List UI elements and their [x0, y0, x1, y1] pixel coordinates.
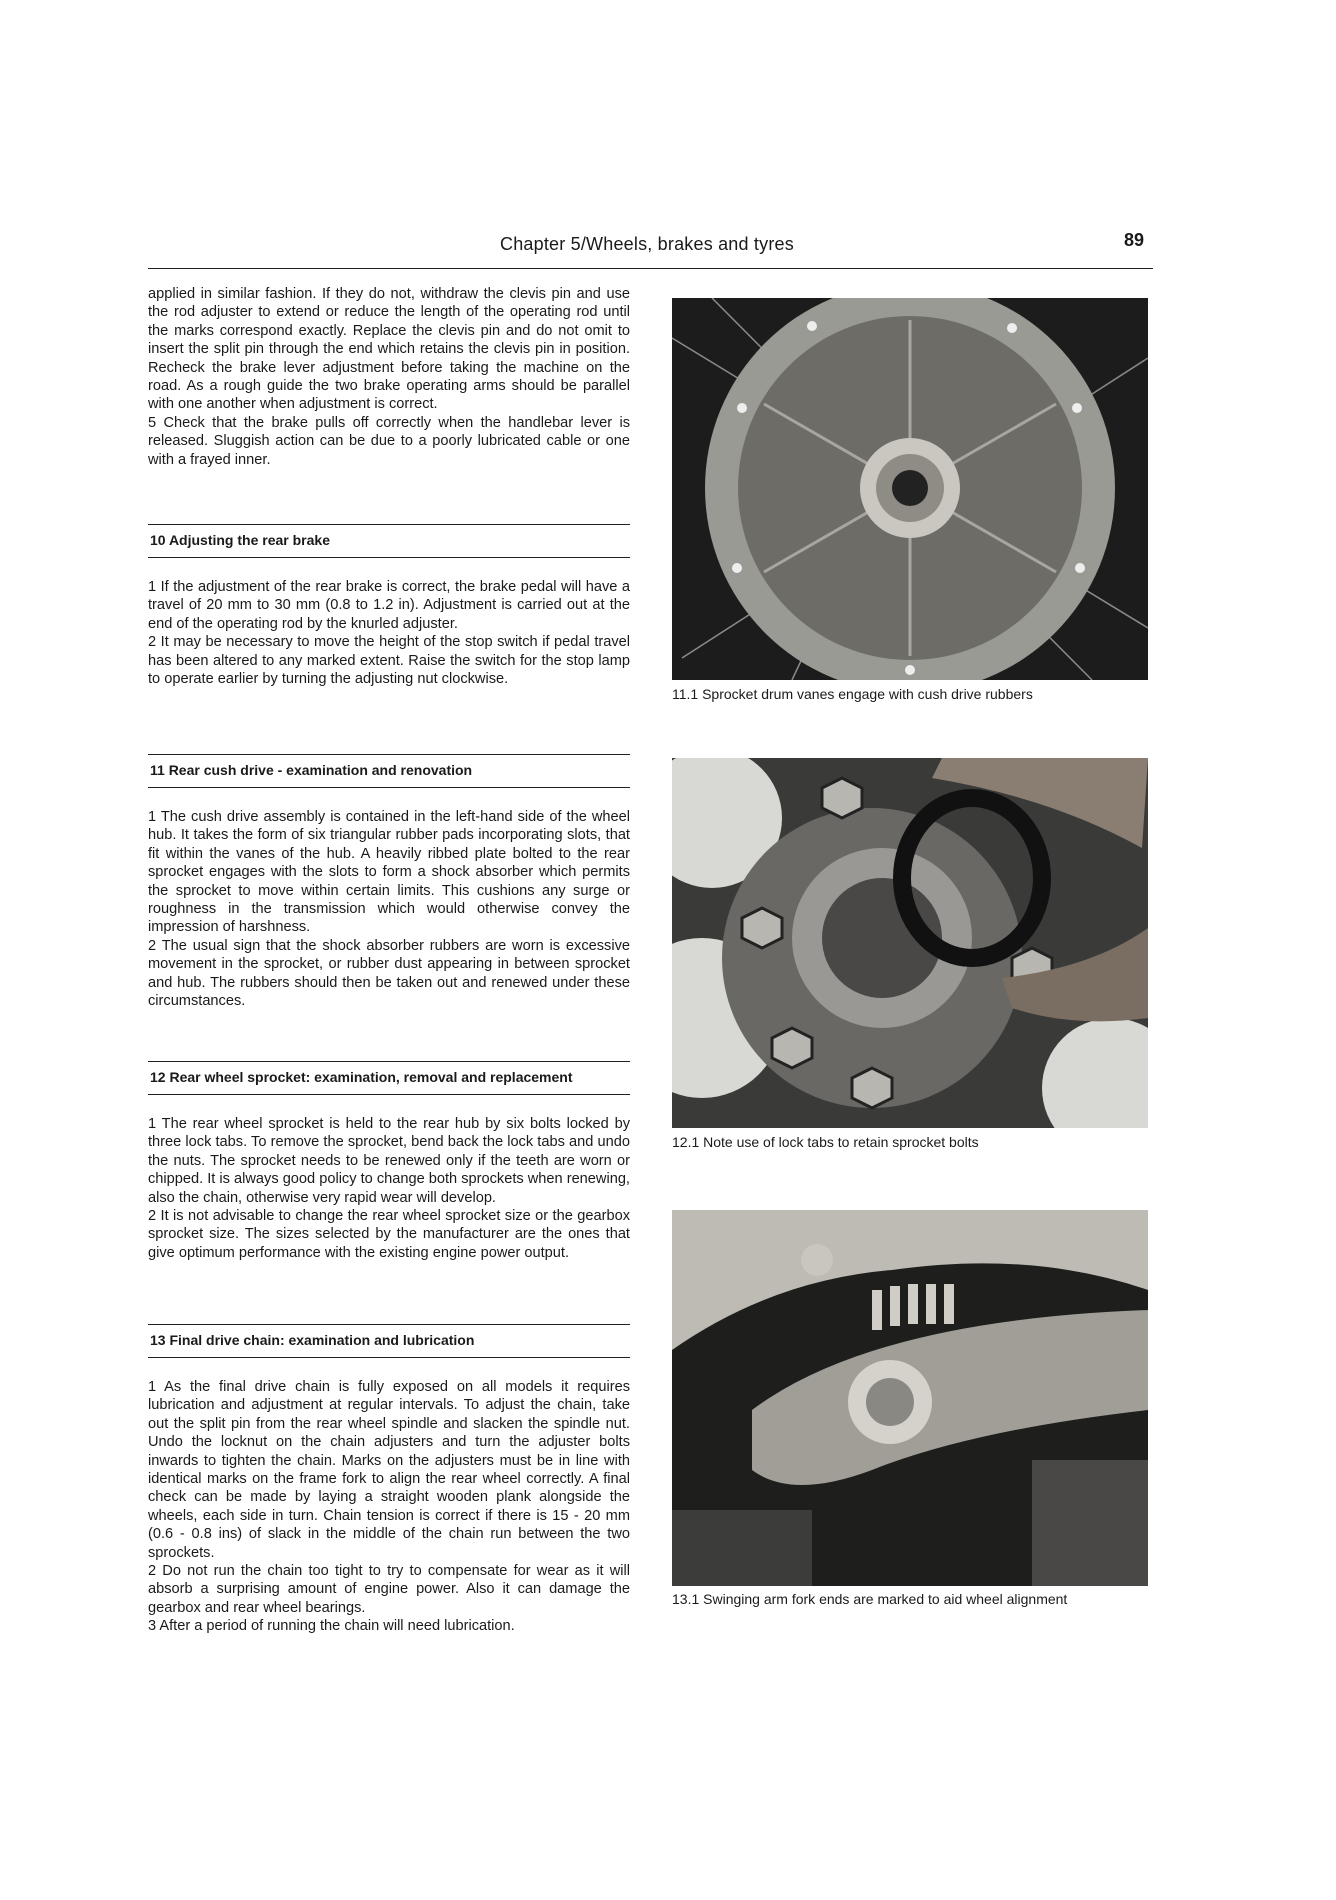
photo-sprocket-drum	[672, 298, 1148, 680]
intro-text	[148, 285, 630, 469]
photo-lock-tabs	[672, 758, 1148, 1128]
paragraph: applied in similar fashion. If they do not, withdraw the clevis pin and use the rod adjuster to extend or reduce the length of the operating rod until the marks correspond exactly. Replace the clevis pin and do not omit to insert the split pin through the end which retains the clevis pin in position. Recheck the brake lever adjustment before taking the machine on the road. As a rough guide the two brake operating arms should be parallel with one another when adjustment is correct.	[148, 286, 630, 413]
paragraph: 1 As the final drive chain is fully exposed on all models it requires lubrication and adjustment at regular intervals. To adjust the chain, take out the split pin from the rear wheel spindle and slacken the spindle nut. Undo the locknut on the chain adjusters and turn the adjuster bolts inwards to tighten the chain. Marks on the adjusters must be in line with identical marks on the frame fork to align the rear wheel correctly. A final check can be made by laying a straight wooden plank alongside the wheels, each side in turn. Chain tension is correct if there is 15 - 20 mm (0.6 - 0.8 ins) of slack in the middle of the chain run between the two sprockets.	[148, 1379, 630, 1561]
section-13	[148, 1324, 630, 1636]
paragraph: 1 The cush drive assembly is contained in the left-hand side of the wheel hub. It takes the form of six triangular rubber pads incorporating slots, that fit within the vanes of the hub. A heavily ribbed plate bolted to the rear sprocket engages with the slots to form a shock absorber which permits the sprocket to move within certain limits. This cushions any surge or roughness in the transmission which would otherwise convey the impression of harshness.	[148, 809, 630, 936]
paragraph: 2 It may be necessary to move the height of the stop switch if pedal travel has been altered to any marked extent. Raise the switch for the stop lamp to operate earlier by turning the adjusting nut clockwise.	[148, 634, 630, 688]
page-header	[148, 228, 1153, 269]
paragraph: 3 After a period of running the chain will need lubrication.	[148, 1618, 515, 1635]
paragraph: 5 Check that the brake pulls off correctly when the handlebar lever is released. Sluggish action can be due to a poorly lubricated cable or one with a frayed inner.	[148, 414, 630, 468]
section-heading: 12 Rear wheel sprocket: examination, removal and replacement	[148, 1061, 630, 1095]
section-heading: 11 Rear cush drive - examination and renovation	[148, 754, 630, 788]
paragraph: 2 The usual sign that the shock absorber rubbers are worn is excessive movement in the sprocket, or rubber dust appearing in between sprocket and hub. The rubbers should then be taken out and renewed under these circumstances.	[148, 937, 630, 1010]
paragraph: 1 The rear wheel sprocket is held to the rear hub by six bolts locked by three lock tabs. To remove the sprocket, bend back the lock tabs and undo the nuts. The sprocket needs to be renewed only if the teeth are worn or chipped. It is always good policy to change both sprockets when renewing, also the chain, otherwise very rapid wear will develop.	[148, 1116, 630, 1206]
section-11	[148, 754, 630, 1010]
figure-caption: 12.1 Note use of lock tabs to retain sprocket bolts	[672, 1134, 979, 1150]
section-10	[148, 524, 630, 688]
section-heading: 13 Final drive chain: examination and lubrication	[148, 1324, 630, 1358]
figure-caption: 13.1 Swinging arm fork ends are marked to aid wheel alignment	[672, 1591, 1068, 1607]
paragraph: 2 Do not run the chain too tight to try to compensate for wear as it will absorb a surprising amount of engine power. Also it can damage the gearbox and rear wheel bearings.	[148, 1563, 630, 1616]
section-12	[148, 1061, 630, 1262]
section-heading: 10 Adjusting the rear brake	[148, 524, 630, 558]
figure-caption: 11.1 Sprocket drum vanes engage with cush drive rubbers	[672, 686, 1033, 702]
page-number: 89	[1124, 230, 1145, 250]
paragraph: 2 It is not advisable to change the rear wheel sprocket size or the gearbox sprocket size. The sizes selected by the manufacturer are the ones that give optimum performance with the existing engine power output.	[148, 1208, 630, 1261]
photo-swinging-arm	[672, 1210, 1148, 1586]
chapter-title: Chapter 5/Wheels, brakes and tyres	[500, 234, 794, 254]
paragraph: 1 If the adjustment of the rear brake is correct, the brake pedal will have a travel of 20 mm to 30 mm (0.8 to 1.2 in). Adjustment is carried out at the end of the operating rod by the knurled adjuster.	[148, 579, 630, 632]
